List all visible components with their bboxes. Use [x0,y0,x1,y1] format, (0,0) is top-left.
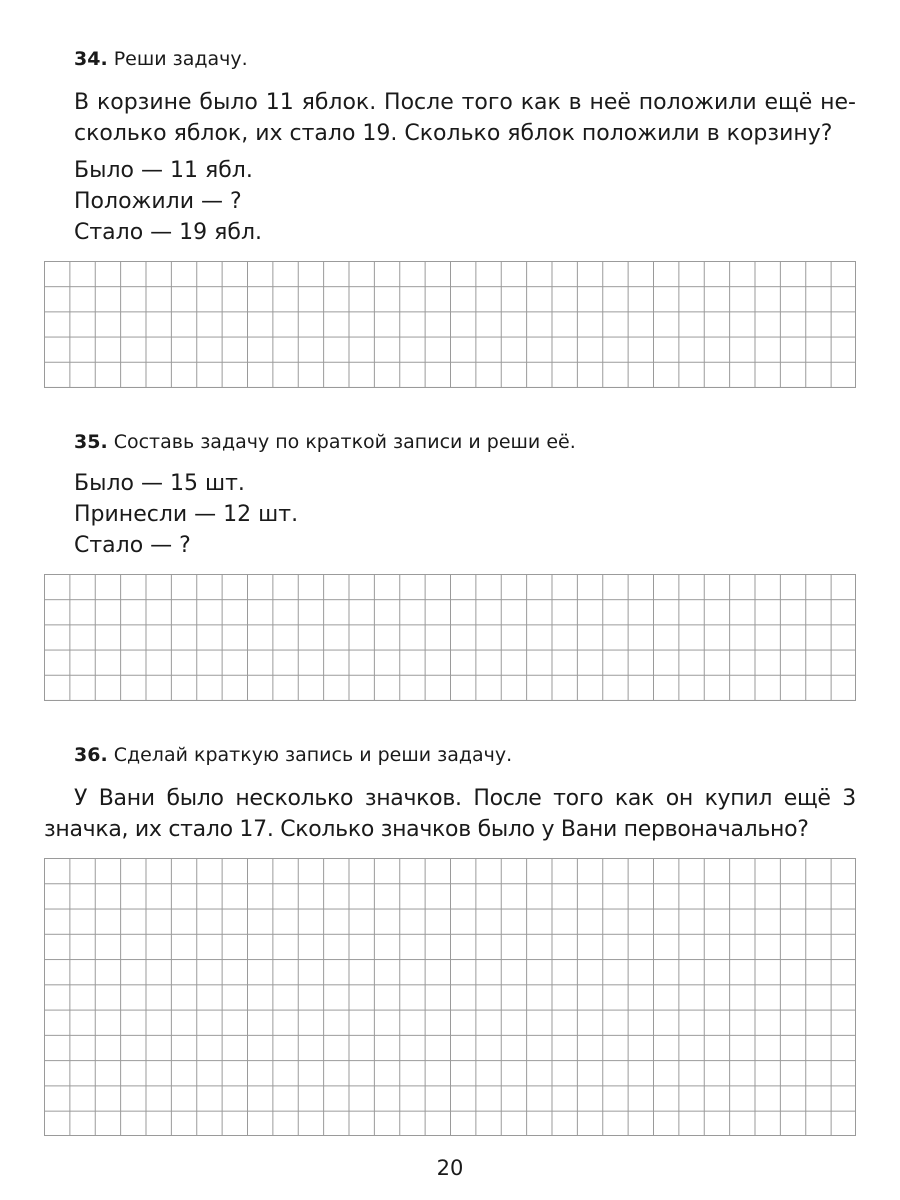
task-36-problem-text: У Вани было несколько значков. После того как он купил ещё 3 значка, их стало 17. Сколько значков было у Вани первоначально? [44,786,856,842]
task-35-header [74,430,576,454]
task-35-number: 35. [74,431,108,453]
task-35-record-line-2: Принесли — 12 шт. [74,502,299,527]
task-35-record-line-1: Было — 15 шт. [74,471,245,496]
task-34-instruction: Реши задачу. [113,48,248,70]
task-35-answer-grid[interactable] [44,574,856,701]
task-36-answer-grid[interactable] [44,858,856,1136]
task-34-number: 34. [74,48,108,70]
task-35-short-record [74,468,298,561]
task-35-record-line-3: Стало — ? [74,533,191,558]
task-34-record-line-1: Было — 11 ябл. [74,158,253,183]
task-34-header [74,47,248,71]
page-number: 20 [436,1156,464,1180]
task-36-header [74,743,512,767]
task-34-record-line-3: Стало — 19 ябл. [74,220,263,245]
task-36-number: 36. [74,744,108,766]
task-34-problem-text: В корзине было 11 яблок. После того как в неё положили ещё несколько яблок, их стало 19. Сколько яблок положили в корзину? [74,90,856,146]
task-34-short-record [74,155,262,248]
task-34-record-line-2: Положили — ? [74,189,242,214]
task-34-answer-grid[interactable] [44,261,856,388]
task-36-instruction: Сделай краткую запись и реши задачу. [113,744,513,766]
task-35-instruction: Составь задачу по краткой записи и реши её. [113,431,576,453]
